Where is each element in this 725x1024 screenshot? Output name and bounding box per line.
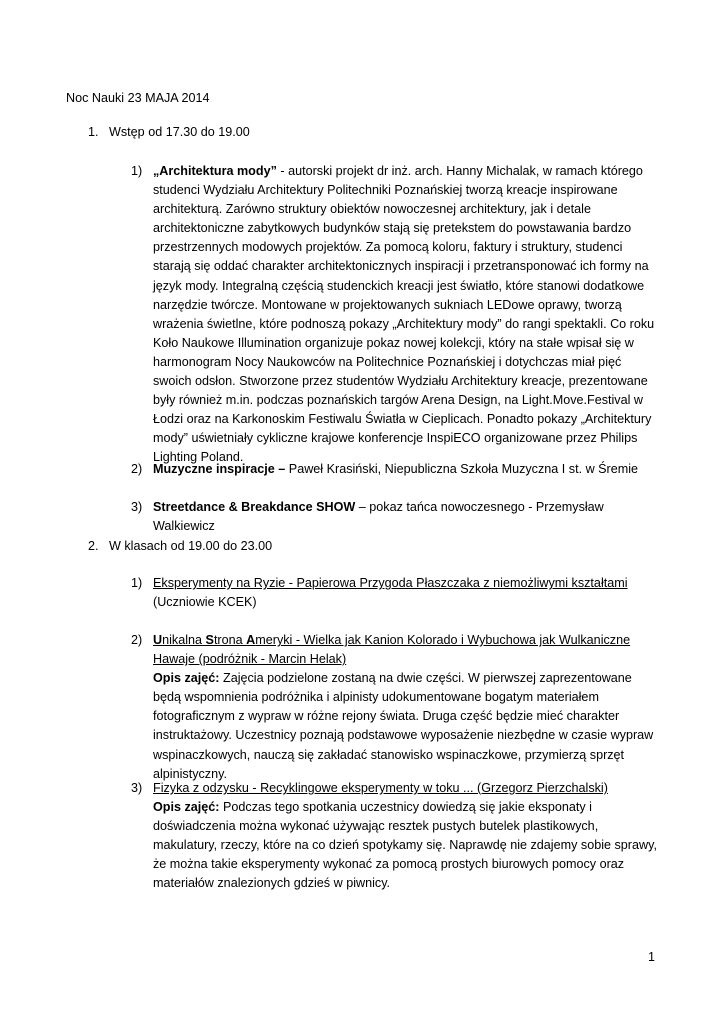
title-part: trona (213, 633, 247, 647)
description-label: Opis zajęć: (153, 671, 220, 686)
item-title: „Architektura mody” (153, 164, 277, 178)
page-number: 1 (648, 950, 656, 964)
item-title: Muzyczne inspiracje – (153, 462, 286, 476)
section-number: 1. (88, 125, 99, 139)
item-text: – pokaz tańca nowoczesnego - Przemysław Walkiewicz (153, 500, 604, 534)
section-number: 2. (88, 539, 99, 553)
item-title (153, 633, 630, 666)
list-item (153, 460, 663, 479)
section-heading: Wstęp od 17.30 do 19.00 (109, 125, 250, 139)
item-number: 2) (131, 633, 143, 647)
document-title: Noc Nauki 23 MAJA 2014 (66, 91, 210, 105)
list-item (153, 631, 658, 784)
item-text: - autorski projekt dr inż. arch. Hanny Michalak, w ramach którego studenci Wydziału Architektury Politechniki Poznańskiej tworzą kreacje inspirowane architekturą. Zarówno struktury obiektów nowoczesnej architektury, jak i detale architektoniczne zabytkowych budynków stają się pretekstem do powstawania bardzo przestrzennych modowych projektów. Za pomocą koloru, faktury i struktury, studenci starają się oddać charakter architektonicznych inspiracji i przetransponować ich formy na język mody. Integralną częścią studenckich kreacji jest światło, które stanowi dodatkowe narzędzie twórcze. Montowane w projektowanych sukniach LEDowe oprawy, tworzą wrażenia świetlne, które podnoszą pokazy „Architektury mody” do rangi spektakli. Co roku Koło Naukowe Illumination organizuje pokaz nowej kolekcji, który na stałe wpisał się w harmonogram Nocy Naukowców na Politechnice Poznańskiej i dotychczas miał pięć swoich odsłon. Stworzone przez studentów Wydziału Architektury kreacje, prezentowane były również m.in. podczas poznańskich targów Arena Design, na Light.Move.Festival w Łodzi oraz na Karkonoskim Festiwalu Światła w Cieplicach. Ponadto pokazy „Architektury mody” uświetniały cykliczne krajowe konferencje InspiECO organizowane przez Philips Lighting Poland. (153, 164, 655, 465)
section-heading: W klasach od 19.00 do 23.00 (109, 539, 273, 553)
title-initial: S (205, 633, 214, 647)
item-title: Eksperymenty na Ryzie - Papierowa Przygoda Płaszczaka z niemożliwymi kształtami (153, 576, 628, 590)
list-item (153, 574, 663, 612)
list-item (153, 779, 658, 894)
list-item (153, 162, 663, 468)
description-label: Opis zajęć: (153, 800, 220, 815)
title-part: nikalna (162, 633, 206, 647)
item-number: 3) (131, 500, 143, 514)
title-part: meryki - Wielka jak Kanion Kolorado i Wybuchowa jak Wulkaniczne Hawaje (podróżnik - Marcin Helak) (153, 633, 631, 667)
item-title: Streetdance & Breakdance SHOW (153, 500, 356, 514)
item-number: 2) (131, 462, 143, 476)
item-number: 1) (131, 164, 143, 178)
item-number: 3) (131, 781, 143, 795)
list-item (153, 498, 663, 536)
item-subtitle: (Uczniowie KCEK) (153, 595, 257, 610)
description-text: Zajęcia podzielone zostaną na dwie części. W pierwszej zaprezentowane będą wspomnienia podróżnika i alpinisty udokumentowane bogatym materiałem fotograficznym z wypraw w różne rejony świata. Druga część będzie mieć charakter instruktażowy. Uczestnicy poznają podstawowe wyposażenie niezbędne w czasie wypraw wspinaczkowych, nauczą się zakładać stanowisko wspinaczkowe, przymierzą sprzęt alpinistyczny. (153, 671, 654, 781)
title-initial: U (153, 633, 163, 647)
item-title: Fizyka z odzysku - Recyklingowe eksperymenty w toku ... (Grzegorz Pierzchalski) (153, 781, 608, 795)
item-text: Paweł Krasiński, Niepubliczna Szkoła Muzyczna I st. w Śremie (285, 462, 639, 476)
item-number: 1) (131, 576, 143, 590)
title-initial: A (246, 633, 256, 647)
description-text: Podczas tego spotkania uczestnicy dowiedzą się jakie eksponaty i doświadczenia można wykonać używając resztek pustych butelek plastikowych, makulatury, rzeczy, które na co dzień spotykamy się. Naprawdę nie zdajemy sobie sprawy, że można takie eksperymenty wykonać za pomocą prostych biurowych pomocy oraz materiałów znalezionych gdzieś w piwnicy. (153, 800, 657, 891)
